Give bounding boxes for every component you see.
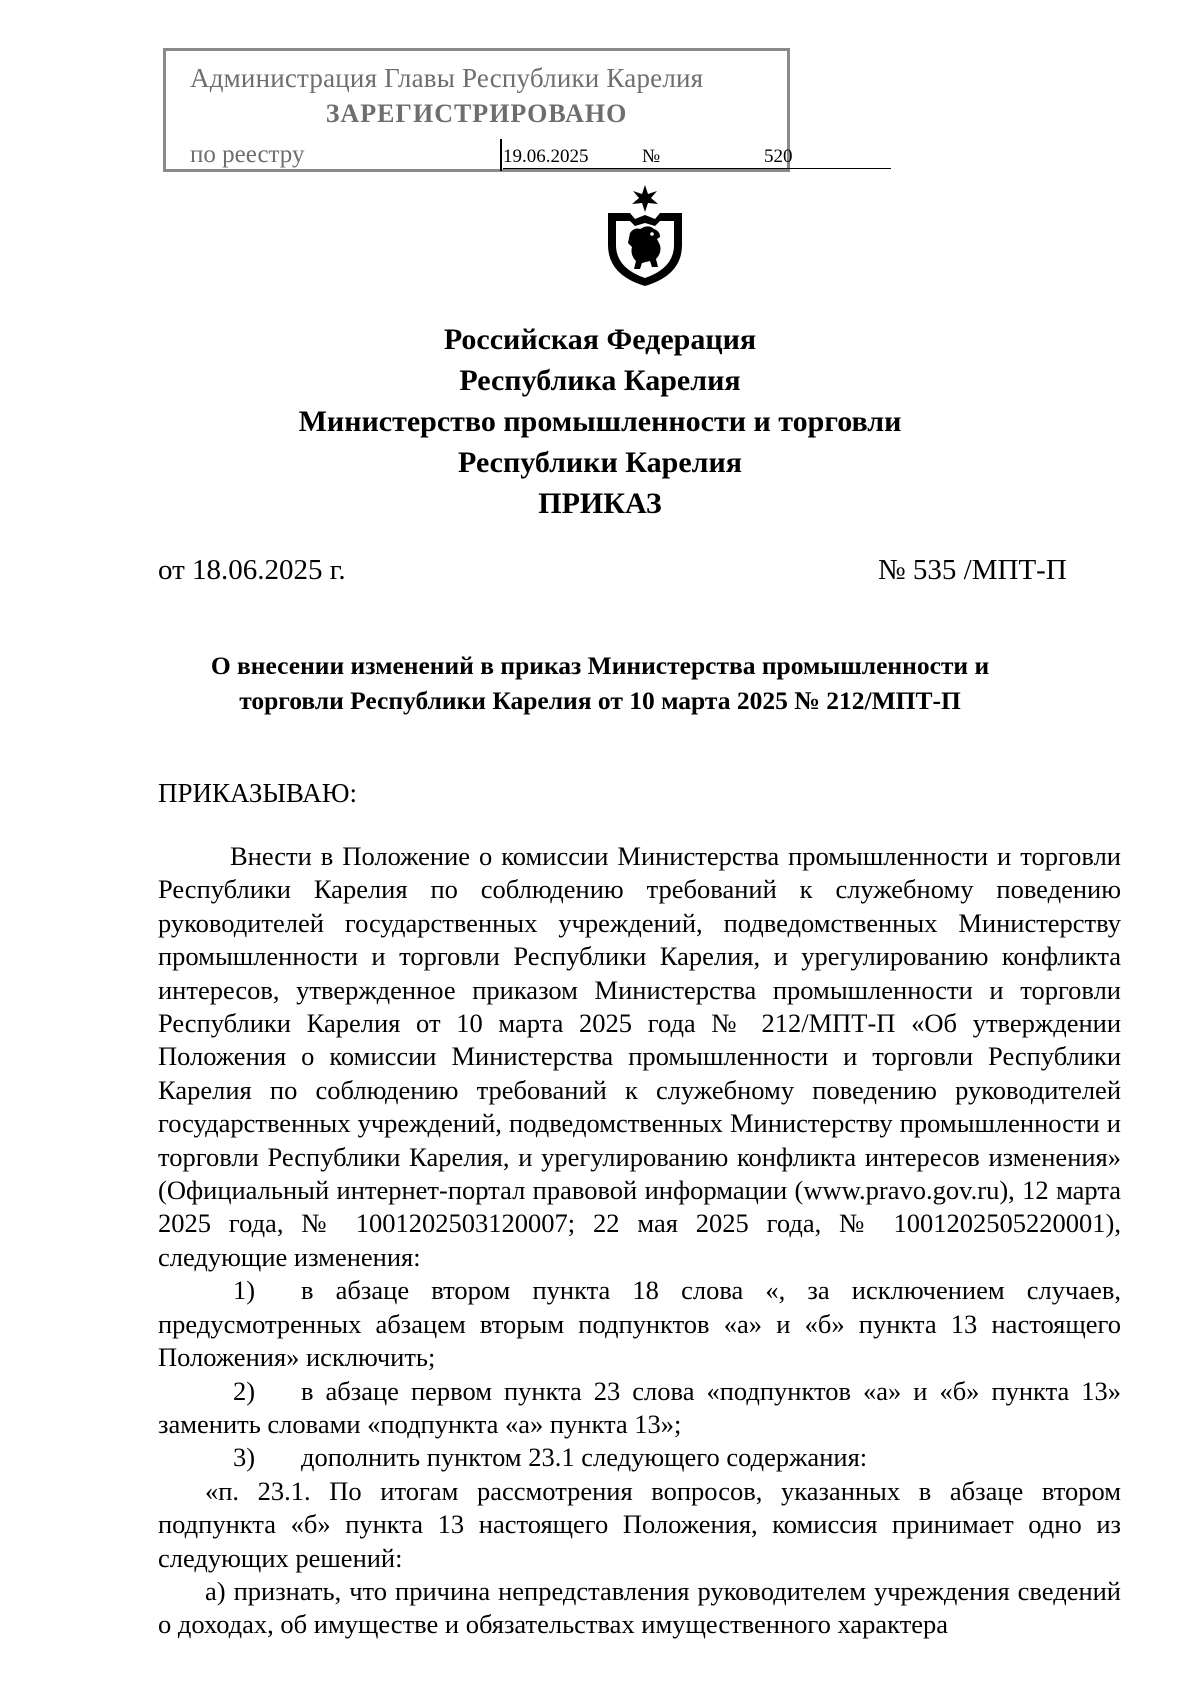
title-line-2: торговли Республики Карелия от 10 марта 2025 № 212/МПТ-П xyxy=(239,686,961,715)
stamp-registered: ЗАРЕГИСТРИРОВАНО xyxy=(325,99,628,128)
list-item-number: 1) xyxy=(233,1275,256,1306)
header-republic: Республика Карелия xyxy=(459,364,741,397)
header-country: Российская Федерация xyxy=(443,323,757,356)
list-item xyxy=(158,1441,1121,1474)
list-item-number: 2) xyxy=(233,1375,256,1406)
document-body xyxy=(158,840,1121,1642)
stamp-administration: Администрация Главы Республики Карелия xyxy=(190,63,704,93)
order-word: ПРИКАЗЫВАЮ: xyxy=(158,778,357,808)
title-line-1: О внесении изменений в приказ Министерства промышленности и xyxy=(210,651,990,680)
list-item-text: дополнить пунктом 23.1 следующего содержания: xyxy=(301,1442,868,1473)
document-number: № 535 /МПТ-П xyxy=(878,554,1067,586)
subitem-a: а) признать, что причина непредставления руководителем учреждения сведений о доходах, об имуществе и обязательствах имущественного характера xyxy=(158,1575,1121,1640)
stamp-registry-label: по реестру xyxy=(190,141,305,168)
stamp-date: 19.06.2025 xyxy=(503,146,589,167)
header-ministry-republic: Республики Карелия xyxy=(458,446,742,479)
list-item xyxy=(158,1274,1121,1374)
list-item-text: в абзаце первом пункта 23 слова «подпунктов «а» и «б» пункта 13» заменить словами «подпункта «а» пункта 13»; xyxy=(158,1375,1121,1439)
list-item-text: в абзаце втором пункта 18 слова «, за исключением случаев, предусмотренных абзацем вторым подпунктов «а» и «б» пункта 13 настоящего Положения» исключить; xyxy=(158,1275,1121,1373)
stamp-number: 520 xyxy=(764,146,793,167)
document-date: от 18.06.2025 г. xyxy=(158,554,346,586)
intro-paragraph: Внести в Положение о комиссии Министерства промышленности и торговли Республики Карелия по соблюдению требований к служебному поведению руководителей государственных учреждений, подведомственных Министерству промышленности и торговли Республики Карелия, и урегулированию конфликта интересов, утвержденное приказом Министерства промышленности и торговли Республики Карелия от 10 марта 2025 года № 212/МПТ-П «Об утверждении Положения о комиссии Министерства промышленности и торговли Республики Карелия по соблюдению требований к служебному поведению руководителей государственных учреждений, подведомственных Министерству промышленности и торговли Республики Карелия, и урегулированию конфликта интересов изменения» (Официальный интернет-портал правовой информации (www.pravo.gov.ru), 12 марта 2025 года, № 1001202503120007; 22 мая 2025 года, № 1001202505220001), следующие изменения: xyxy=(158,841,1121,1272)
list-item xyxy=(158,1375,1121,1442)
stamp-number-sign: № xyxy=(642,146,661,167)
stamp-underline xyxy=(503,168,891,169)
registration-stamp xyxy=(163,48,793,172)
header-ministry: Министерство промышленности и торговли xyxy=(298,405,902,438)
quoted-paragraph: «п. 23.1. По итогам рассмотрения вопросов, указанных в абзаце втором подпункта «б» пункта 13 настоящего Положения, комиссия принимает одно из следующих решений: xyxy=(158,1475,1121,1573)
text-cursor xyxy=(500,139,502,171)
karelia-coat-of-arms-icon xyxy=(600,183,690,288)
document-title xyxy=(0,648,1200,718)
header-doc-type: ПРИКАЗ xyxy=(538,487,662,520)
list-item-number: 3) xyxy=(233,1442,256,1473)
